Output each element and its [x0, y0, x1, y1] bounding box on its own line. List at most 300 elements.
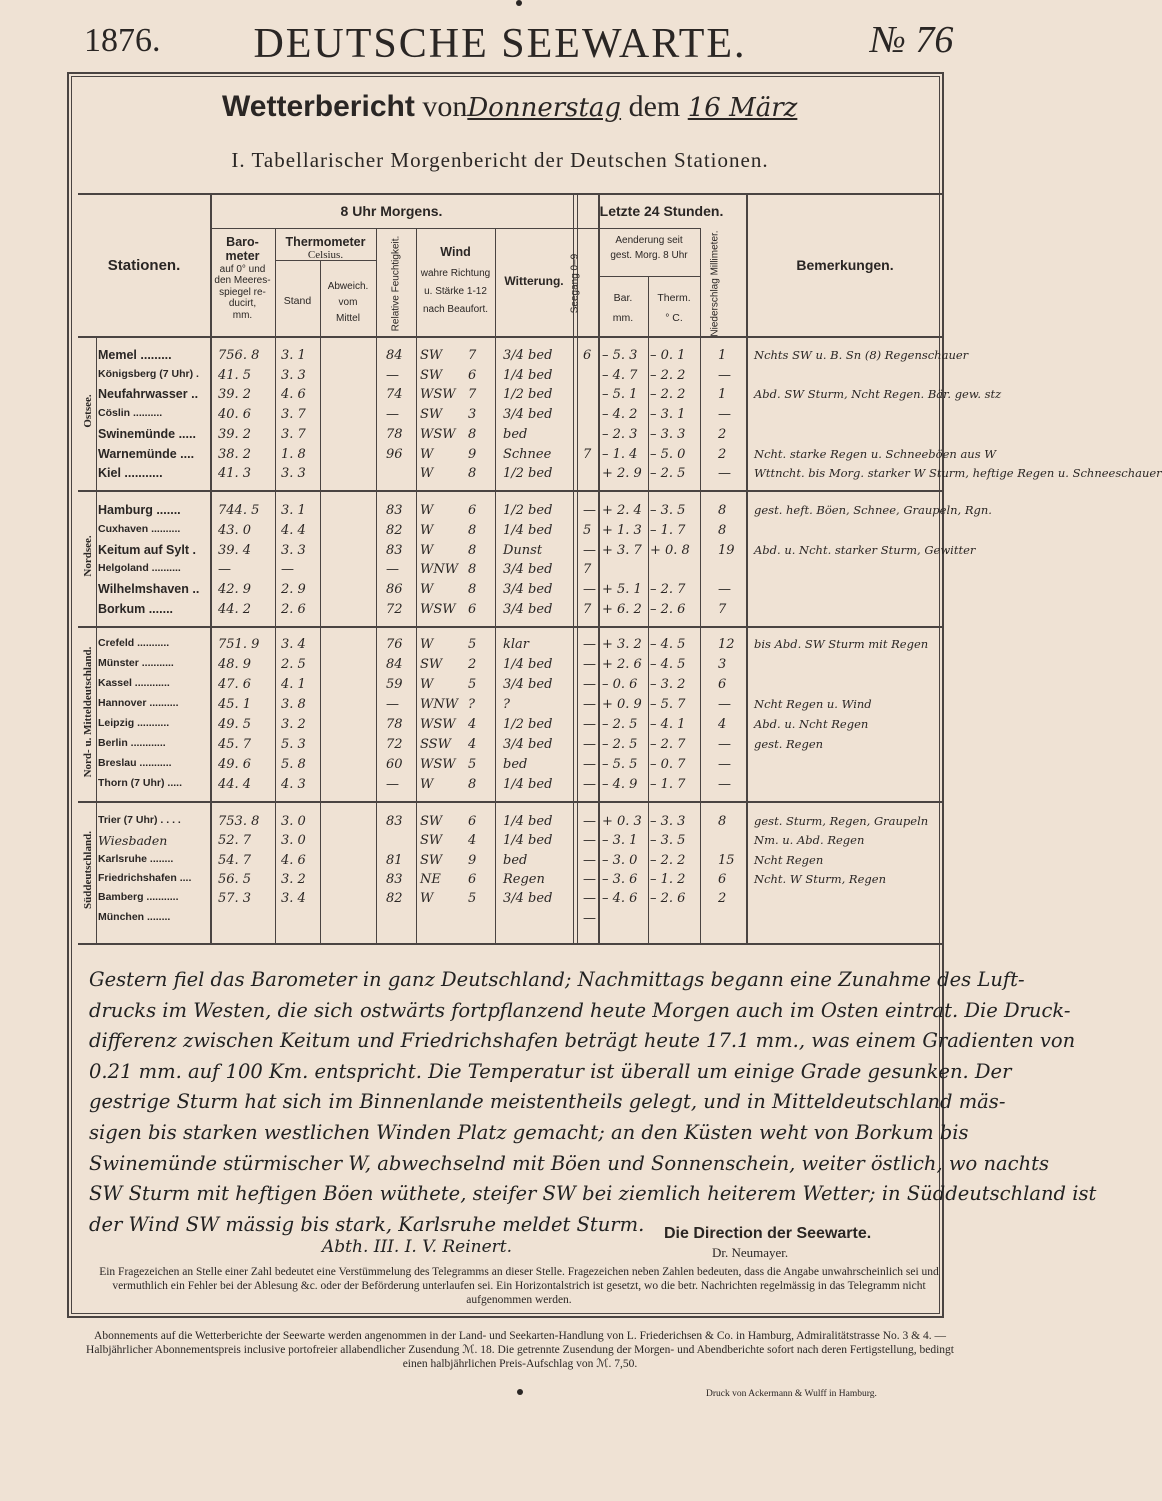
remark-text: Ncht Regen	[754, 852, 824, 867]
temperature-change-value: – 2. 6	[650, 602, 686, 617]
humidity-value: 83	[386, 871, 403, 887]
station-name: Kiel ...........	[98, 466, 163, 481]
weather-report-text	[89, 965, 1097, 1240]
pressure-change-value: + 2. 4	[602, 503, 642, 518]
temperature-change-value: – 2. 2	[650, 387, 686, 403]
weather-value: 1/2 bed	[503, 717, 553, 732]
weather-value: ?	[503, 697, 510, 712]
sea-state-value: —	[583, 737, 596, 752]
barometer-value: —	[218, 562, 231, 578]
wind-force: 6	[468, 602, 477, 617]
rule	[746, 193, 748, 943]
weather-value: 1/4 bed	[503, 367, 553, 383]
humidity-value: —	[386, 367, 399, 383]
bar-mm-label-line: mm.	[612, 312, 634, 324]
header-seegang: Seegang 0–9	[569, 253, 581, 314]
header-wind-sub	[416, 265, 495, 319]
precipitation-value: 4	[718, 717, 727, 732]
wind-force: 5	[468, 637, 477, 652]
wind-force: 5	[468, 891, 477, 907]
precipitation-value: 2	[718, 426, 727, 442]
temperature-change-value: – 3. 1	[650, 407, 686, 423]
pressure-change-value: + 0. 3	[602, 814, 642, 829]
weather-value: 1/4 bed	[503, 522, 553, 538]
sea-state-value: —	[583, 910, 596, 926]
rule	[275, 228, 276, 943]
barometer-value: 47. 6	[218, 677, 252, 692]
rule	[573, 228, 700, 229]
rule	[78, 801, 944, 803]
remark-text: bis Abd. SW Sturm mit Regen	[754, 637, 929, 651]
header-rel-humidity: Relative Feuchtigkeit.	[390, 235, 402, 332]
precipitation-value: —	[718, 737, 731, 752]
header-witterung: Witterung.	[504, 274, 564, 288]
temperature-value: 3. 7	[281, 426, 306, 442]
rule	[78, 336, 944, 338]
sea-state-value: 6	[583, 348, 592, 363]
temperature-change-value: – 3. 5	[650, 503, 686, 518]
precipitation-value: 1	[718, 348, 727, 363]
humidity-value: 84	[386, 657, 403, 672]
rule	[78, 626, 944, 628]
temperature-change-value: – 4. 5	[650, 637, 686, 652]
humidity-value: —	[386, 562, 399, 578]
wind-direction: W	[420, 677, 434, 692]
wind-force: 6	[468, 503, 477, 518]
report-line: gestrige Sturm hat sich im Binnenlande meistentheils gelegt, und in Mitteldeutschland mäs-	[89, 1090, 1006, 1114]
station-name: Borkum .......	[98, 602, 174, 616]
pressure-change-value: + 2. 9	[602, 466, 642, 482]
header-stations: Stationen.	[107, 257, 181, 274]
barometer-label-line: den Meeres-	[214, 275, 271, 287]
wind-direction: SW	[420, 657, 443, 672]
rule	[78, 490, 944, 492]
humidity-value: 78	[386, 426, 403, 442]
precipitation-value: 2	[718, 891, 727, 907]
wind-force: 6	[468, 814, 477, 829]
wind-force: 2	[468, 657, 477, 672]
rule	[210, 228, 573, 229]
handwritten-signature: Abth. III. I. V. Reinert.	[322, 1237, 513, 1257]
barometer-value: 39. 2	[218, 426, 252, 442]
wind-force: 4	[468, 737, 477, 752]
precipitation-value: 8	[718, 814, 727, 829]
issue-number: № 76	[870, 19, 954, 61]
station-name: Berlin ............	[98, 737, 166, 749]
barometer-label-line: mm.	[232, 309, 253, 321]
sea-state-value: —	[583, 814, 596, 829]
temperature-value: 3. 8	[281, 697, 306, 712]
temperature-value: —	[281, 562, 294, 578]
pressure-change-value: – 3. 6	[602, 871, 638, 887]
barometer-label-line: ducirt,	[228, 298, 257, 310]
wind-direction: WNW	[420, 697, 459, 712]
temperature-change-value: – 1. 2	[650, 871, 686, 887]
report-line: Gestern fiel das Barometer in ganz Deutschland; Nachmittags begann eine Zunahme des Luft-	[89, 968, 1025, 991]
sea-state-value: —	[583, 833, 596, 849]
pressure-change-value: – 0. 6	[602, 677, 638, 692]
header-wind: Wind	[440, 245, 471, 259]
wind-direction: SW	[420, 367, 443, 383]
wind-direction: SW	[420, 852, 443, 868]
title-date: 16 März	[687, 93, 798, 123]
barometer-value: 56. 5	[218, 871, 252, 887]
sea-state-value: —	[583, 757, 596, 772]
weather-value: 3/4 bed	[503, 737, 553, 752]
header-morning: 8 Uhr Morgens.	[340, 203, 443, 219]
humidity-value: 82	[386, 891, 403, 907]
humidity-value: 76	[386, 637, 403, 652]
temperature-change-value: – 2. 7	[650, 737, 686, 752]
barometer-value: 45. 1	[218, 697, 252, 712]
report-title	[222, 90, 797, 124]
barometer-label-line: meter	[225, 249, 260, 264]
wind-label-line: nach Beaufort.	[422, 304, 489, 315]
precipitation-value: 6	[718, 871, 727, 887]
temperature-value: 4. 3	[281, 777, 306, 792]
station-name: Warnemünde ....	[98, 446, 195, 461]
wind-direction: WSW	[420, 387, 456, 403]
report-line: 0.21 mm. auf 100 Km. entspricht. Die Temperatur ist überall um einige Grade gesunken. Der	[89, 1059, 1012, 1083]
header-change	[598, 233, 700, 263]
group-label: Nordsee.	[82, 535, 94, 577]
footnote: Ein Fragezeichen an Stelle einer Zahl bedeutet eine Verstümmelung des Telegramms an dieser Stelle. Fragezeichen neben Zahlen bedeuten, dass die Angabe unwahrscheinlich sei und vermuthlich ein Fehler bei der Ablesung &c. oder der Beförderung unterlaufen sei. Ein Horizontalstrich ist gesetzt, wo die betr. Nachrichten regelmässig in das Telegramm nicht aufgenommen werden.	[99, 1266, 939, 1306]
station-name: Wiesbaden	[98, 833, 168, 849]
temperature-value: 3. 2	[281, 717, 306, 732]
precipitation-value: 8	[718, 522, 727, 538]
humidity-value: 82	[386, 522, 403, 538]
weather-value: Regen	[503, 871, 545, 887]
temperature-change-value: – 0. 7	[650, 757, 686, 772]
wind-direction: SSW	[420, 737, 451, 752]
weather-value: 1/4 bed	[503, 833, 553, 849]
wind-direction: W	[420, 777, 434, 792]
header-therm-c	[648, 288, 700, 328]
temperature-value: 3. 7	[281, 407, 306, 423]
barometer-value: 756. 8	[218, 348, 260, 363]
precipitation-value: —	[718, 407, 731, 423]
remark-text: Wttncht. bis Morg. starker W Sturm, heftige Regen u. Schneeschauer	[754, 466, 1162, 481]
station-name: Memel .........	[98, 348, 172, 362]
station-name: Königsberg (7 Uhr) .	[98, 367, 199, 380]
precipitation-value: 19	[718, 542, 735, 558]
weather-value: 1/2 bed	[503, 503, 553, 518]
sea-state-value: —	[583, 777, 596, 792]
header-celsius: Celsius.	[307, 249, 344, 261]
pressure-change-value: – 2. 5	[602, 737, 638, 752]
precipitation-value: 2	[718, 446, 727, 462]
sea-state-value: —	[583, 871, 596, 887]
barometer-label-line: auf 0° und	[219, 263, 266, 275]
wind-direction: W	[420, 891, 434, 907]
humidity-value: 72	[386, 737, 403, 752]
wind-force: 9	[468, 852, 477, 868]
humidity-value: 84	[386, 348, 403, 363]
wind-direction: WSW	[420, 602, 456, 617]
wind-force: 8	[468, 466, 477, 482]
precipitation-value: 3	[718, 657, 727, 672]
pressure-change-value: – 3. 0	[602, 852, 638, 868]
title-label: Wetterbericht	[222, 90, 415, 123]
barometer-value: 39. 2	[218, 387, 252, 403]
barometer-value: 39. 4	[218, 542, 252, 558]
temperature-value: 2. 6	[281, 602, 306, 617]
sea-state-value: 7	[583, 446, 592, 462]
precipitation-value: 1	[718, 387, 727, 403]
temperature-value: 3. 0	[281, 833, 306, 849]
header-precip: Niederschlag Millimeter.	[709, 230, 721, 337]
wind-force: 8	[468, 542, 477, 558]
header-stand: Stand	[283, 295, 312, 307]
rule	[78, 193, 944, 195]
station-name: Kassel ............	[98, 677, 170, 689]
barometer-value: 44. 2	[218, 602, 252, 617]
weather-value: 3/4 bed	[503, 602, 553, 617]
pressure-change-value: – 2. 3	[602, 426, 638, 442]
title-weekday: Donnerstag	[467, 93, 622, 123]
humidity-value: 83	[386, 503, 403, 518]
top-dot	[516, 0, 522, 6]
pressure-change-value: + 0. 9	[602, 697, 642, 712]
station-name: Thorn (7 Uhr) .....	[98, 777, 182, 789]
report-line: SW Sturm mit heftigen Böen wüthete, steifer SW bei ziemlich heiterem Wetter; in Süddeutschland ist	[89, 1182, 1097, 1206]
wind-force: 6	[468, 871, 477, 887]
precipitation-value: —	[718, 466, 731, 482]
barometer-value: 45. 7	[218, 737, 252, 752]
year: 1876.	[84, 22, 161, 59]
rule	[416, 228, 417, 943]
temperature-value: 3. 1	[281, 348, 306, 363]
precipitation-value: 15	[718, 852, 735, 868]
temperature-change-value: – 2. 2	[650, 367, 686, 383]
wind-direction: WNW	[420, 562, 459, 578]
wind-force: 4	[468, 833, 477, 849]
direction: Die Direction der Seewarte.	[664, 1225, 872, 1242]
precipitation-value: —	[718, 582, 731, 598]
title-dem: dem	[628, 90, 681, 123]
rule	[495, 228, 496, 943]
weather-value: 1/2 bed	[503, 466, 553, 482]
station-name: Hannover ..........	[98, 697, 179, 709]
temperature-value: 4. 1	[281, 677, 306, 692]
temperature-value: 4. 6	[281, 387, 306, 403]
change-label-line: Aenderung seit	[615, 235, 683, 246]
abweich-label-line: Abweich.	[327, 281, 369, 292]
rule	[700, 228, 701, 943]
station-name: München ........	[98, 910, 171, 923]
sea-state-value: —	[583, 852, 596, 868]
pressure-change-value: + 3. 7	[602, 542, 642, 558]
sea-state-value: 7	[583, 562, 592, 578]
subtitle: I. Tabellarischer Morgenbericht der Deutschen Stationen.	[231, 148, 769, 172]
barometer-label-line: Baro-	[226, 235, 259, 249]
humidity-value: 86	[386, 582, 403, 598]
temperature-value: 3. 3	[281, 542, 306, 558]
sea-state-value: —	[583, 503, 596, 518]
sea-state-value: —	[583, 542, 596, 558]
masthead: DEUTSCHE SEEWARTE.	[253, 21, 747, 67]
wind-force: 8	[468, 426, 477, 442]
humidity-value: 74	[386, 387, 403, 403]
wind-force: 8	[468, 562, 477, 578]
director-name: Dr. Neumayer.	[712, 1245, 789, 1260]
weather-value: Schnee	[503, 446, 552, 462]
station-name: Leipzig ...........	[98, 717, 170, 729]
temperature-value: 5. 3	[281, 737, 306, 752]
report-line: drucks im Westen, die sich ostwärts fortpflanzend heute Morgen auch im Osten eintrat. Die Druck-	[89, 998, 1071, 1022]
temperature-change-value: – 4. 5	[650, 657, 686, 672]
change-label-line: gest. Morg. 8 Uhr	[610, 250, 688, 261]
barometer-value: 52. 7	[218, 833, 252, 849]
temperature-change-value: – 1. 7	[650, 522, 686, 538]
wind-direction: W	[420, 542, 434, 558]
barometer-value: 57. 3	[218, 891, 252, 907]
pressure-change-value: – 5. 5	[602, 757, 638, 772]
temperature-change-value: – 2. 2	[650, 852, 686, 868]
remark-text: Nm. u. Abd. Regen	[754, 833, 865, 848]
humidity-value: —	[386, 777, 399, 792]
wind-direction: W	[420, 503, 434, 518]
printer-credit: Druck von Ackermann & Wulff in Hamburg.	[706, 1389, 877, 1399]
humidity-value: 96	[386, 446, 403, 462]
temperature-value: 3. 4	[281, 891, 306, 907]
remark-text: gest. heft. Böen, Schnee, Graupeln, Rgn.	[754, 503, 992, 517]
pressure-change-value: – 5. 1	[602, 387, 638, 403]
header-thermometer: Thermometer	[285, 235, 366, 249]
remark-text: Abd. u. Ncht Regen	[754, 717, 869, 731]
weather-value: 3/4 bed	[503, 891, 553, 907]
temperature-value: 4. 6	[281, 852, 306, 868]
wind-force: 5	[468, 757, 477, 772]
group-label: Süddeutschland.	[82, 831, 94, 909]
temperature-change-value: – 3. 3	[650, 426, 686, 442]
humidity-value: 83	[386, 542, 403, 558]
barometer-value: 38. 2	[218, 446, 252, 462]
humidity-value: —	[386, 697, 399, 712]
humidity-value: 59	[386, 677, 403, 692]
temperature-value: 3. 2	[281, 871, 306, 887]
report-line: differenz zwischen Keitum und Friedrichshafen beträgt heute 17.1 mm., was einem Gradienten von	[89, 1029, 1076, 1053]
pressure-change-value: + 5. 1	[602, 582, 642, 598]
wind-direction: W	[420, 637, 434, 652]
sea-state-value: —	[583, 717, 596, 732]
sea-state-value: 5	[583, 522, 592, 538]
temperature-value: 3. 1	[281, 503, 306, 518]
station-name: Cöslin ..........	[98, 407, 163, 420]
pressure-change-value: – 5. 3	[602, 348, 638, 363]
remark-text: gest. Regen	[754, 737, 824, 751]
abweich-label-line: Mittel	[336, 313, 360, 324]
abweich-label-line: vom	[338, 297, 358, 308]
station-name: Keitum auf Sylt .	[98, 542, 196, 557]
wind-force: 8	[468, 522, 477, 538]
precipitation-value: 8	[718, 503, 727, 518]
bar-mm-label-line: Bar.	[613, 292, 633, 304]
precipitation-value: —	[718, 757, 731, 772]
pressure-change-value: – 2. 5	[602, 717, 638, 732]
therm-c-label-line: Therm.	[657, 292, 691, 304]
header-bar-mm	[598, 288, 648, 328]
barometer-value: 744. 5	[218, 503, 260, 518]
temperature-change-value: – 2. 5	[650, 466, 686, 482]
barometer-value: 44. 4	[218, 777, 252, 792]
wind-force: 9	[468, 446, 477, 462]
rule	[598, 276, 700, 277]
station-name: Wilhelmshaven ..	[98, 582, 200, 597]
barometer-value: 753. 8	[218, 814, 260, 829]
pressure-change-value: – 4. 2	[602, 407, 638, 423]
barometer-value: 42. 9	[218, 582, 252, 598]
wind-direction: WSW	[420, 426, 456, 442]
remark-text: Nchts SW u. B. Sn (8) Regenschauer	[754, 348, 969, 362]
station-name: Trier (7 Uhr) . . . .	[98, 814, 181, 826]
report-line: sigen bis starken westlichen Winden Platz gemacht; an den Küsten weht von Borkum bis	[89, 1120, 969, 1144]
temperature-change-value: – 0. 1	[650, 348, 686, 363]
humidity-value: 83	[386, 814, 403, 829]
temperature-change-value: – 3. 3	[650, 814, 686, 829]
temperature-change-value: – 3. 2	[650, 677, 686, 692]
station-name: Friedrichshafen ....	[98, 871, 192, 884]
precipitation-value: 12	[718, 637, 735, 652]
weather-value: 3/4 bed	[503, 407, 553, 423]
temperature-change-value: – 5. 7	[650, 697, 686, 712]
pressure-change-value: – 4. 6	[602, 891, 638, 907]
wind-direction: W	[420, 466, 434, 482]
rule	[320, 260, 321, 943]
station-name: Helgoland ..........	[98, 562, 181, 575]
weather-value: 3/4 bed	[503, 582, 553, 598]
temperature-value: 1. 8	[281, 446, 306, 462]
sea-state-value: —	[583, 677, 596, 692]
wind-direction: W	[420, 446, 434, 462]
weather-value: bed	[503, 426, 528, 442]
weather-value: klar	[503, 637, 529, 652]
wind-direction: SW	[420, 814, 443, 829]
temperature-change-value: + 0. 8	[650, 542, 690, 558]
sea-state-value: —	[583, 657, 596, 672]
remark-text: Ncht Regen u. Wind	[754, 697, 872, 711]
weather-value: 3/4 bed	[503, 562, 553, 578]
barometer-value: 49. 5	[218, 717, 252, 732]
wind-direction: W	[420, 582, 434, 598]
temperature-value: 3. 0	[281, 814, 306, 829]
rule	[376, 228, 377, 943]
wind-force: 7	[468, 387, 477, 403]
wind-force: 8	[468, 777, 477, 792]
temperature-change-value: – 2. 7	[650, 582, 686, 598]
wind-force: 5	[468, 677, 477, 692]
header-abweich	[320, 279, 376, 327]
subscription-footer: Abonnements auf die Wetterberichte der Seewarte werden angenommen in der Land- und Seekarten-Handlung von L. Friederichsen & Co. in Hamburg, Admiralitätstrasse No. 3 & 4. — Halbjährlicher Abonnementspreis inclusive portofreier allabendlicher Zusendung ℳ. 18. Die getrennte Zusendung der Morgen- und Abendberichte sofort nach deren Fertigstellung, bedingt einen halbjährlichen Preis-Aufschlag von ℳ. 7,50.	[86, 1330, 954, 1370]
barometer-value: 751. 9	[218, 637, 260, 652]
weather-value: 1/4 bed	[503, 657, 553, 672]
barometer-value: 54. 7	[218, 852, 252, 868]
pressure-change-value: – 4. 7	[602, 367, 638, 383]
title-von: von	[422, 90, 468, 123]
rule	[78, 943, 944, 945]
wind-direction: SW	[420, 833, 443, 849]
temperature-value: 4. 4	[281, 522, 306, 538]
wind-direction: NE	[420, 871, 441, 887]
precipitation-value: —	[718, 777, 731, 792]
temperature-value: 5. 8	[281, 757, 306, 772]
pressure-change-value: + 2. 6	[602, 657, 642, 672]
precipitation-value: —	[718, 697, 731, 712]
weather-value: Dunst	[503, 542, 543, 558]
wind-direction: SW	[420, 348, 443, 363]
station-name: Neufahrwasser ..	[98, 387, 199, 402]
remark-text: Ncht. starke Regen u. Schneeböen aus W	[754, 446, 997, 461]
